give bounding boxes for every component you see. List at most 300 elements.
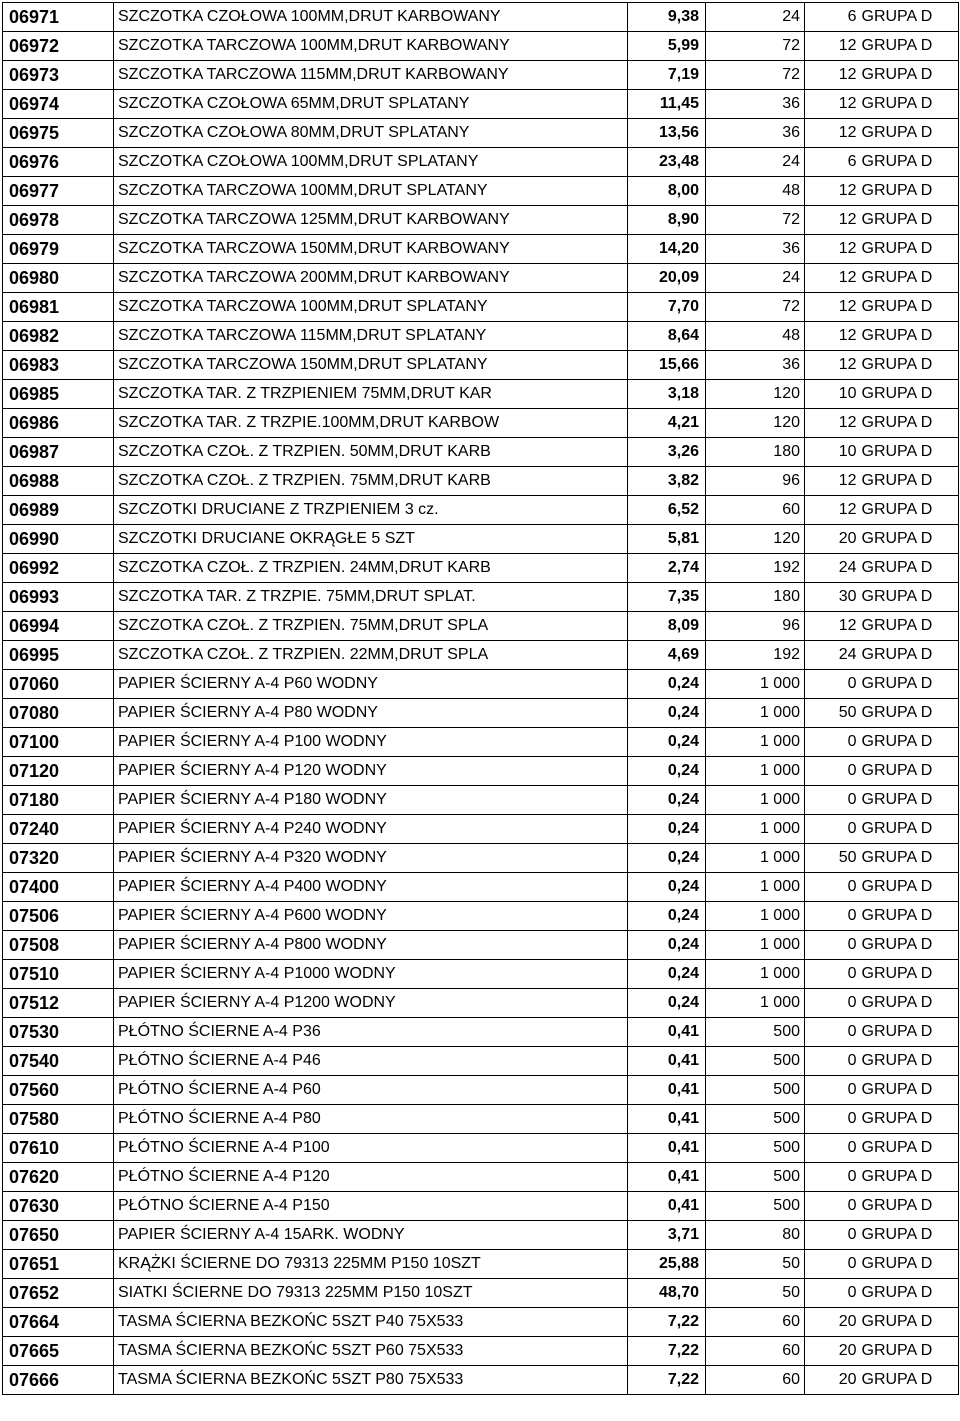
product-quantity: 72	[706, 32, 805, 61]
product-code: 06992	[3, 554, 114, 583]
product-code: 07666	[3, 1366, 114, 1395]
product-code: 06973	[3, 61, 114, 90]
product-group: GRUPA D	[859, 90, 959, 119]
product-description: SIATKI ŚCIERNE DO 79313 225MM P150 10SZT	[114, 1279, 628, 1308]
product-group: GRUPA D	[859, 699, 959, 728]
product-price: 8,00	[628, 177, 706, 206]
product-code: 06993	[3, 583, 114, 612]
product-quantity: 1 000	[706, 699, 805, 728]
product-group: GRUPA D	[859, 554, 959, 583]
product-price: 2,74	[628, 554, 706, 583]
product-price: 0,24	[628, 815, 706, 844]
product-price: 4,69	[628, 641, 706, 670]
product-code: 07610	[3, 1134, 114, 1163]
product-description: PAPIER ŚCIERNY A-4 P80 WODNY	[114, 699, 628, 728]
product-price: 0,24	[628, 728, 706, 757]
product-price: 3,71	[628, 1221, 706, 1250]
package-count: 50	[805, 844, 859, 873]
product-description: TASMA ŚCIERNA BEZKOŃC 5SZT P60 75X533	[114, 1337, 628, 1366]
table-row	[3, 148, 959, 177]
product-group: GRUPA D	[859, 264, 959, 293]
product-group: GRUPA D	[859, 32, 959, 61]
product-group: GRUPA D	[859, 1076, 959, 1105]
table-row	[3, 873, 959, 902]
product-code: 07665	[3, 1337, 114, 1366]
table-row	[3, 90, 959, 119]
product-description: PŁÓTNO ŚCIERNE A-4 P60	[114, 1076, 628, 1105]
product-code: 06982	[3, 322, 114, 351]
product-group: GRUPA D	[859, 1134, 959, 1163]
table-row	[3, 1250, 959, 1279]
product-group: GRUPA D	[859, 786, 959, 815]
table-row	[3, 1308, 959, 1337]
table-row	[3, 641, 959, 670]
product-group: GRUPA D	[859, 235, 959, 264]
product-quantity: 60	[706, 496, 805, 525]
product-code: 06988	[3, 467, 114, 496]
product-description: PAPIER ŚCIERNY A-4 P800 WODNY	[114, 931, 628, 960]
product-group: GRUPA D	[859, 989, 959, 1018]
product-quantity: 72	[706, 293, 805, 322]
product-quantity: 500	[706, 1105, 805, 1134]
product-description: TASMA ŚCIERNA BEZKOŃC 5SZT P80 75X533	[114, 1366, 628, 1395]
product-description: SZCZOTKA TAR. Z TRZPIE. 75MM,DRUT SPLAT.	[114, 583, 628, 612]
package-count: 0	[805, 1192, 859, 1221]
table-row	[3, 496, 959, 525]
product-quantity: 24	[706, 264, 805, 293]
product-price: 0,24	[628, 902, 706, 931]
product-price: 7,22	[628, 1337, 706, 1366]
product-code: 06983	[3, 351, 114, 380]
table-row	[3, 728, 959, 757]
product-description: PŁÓTNO ŚCIERNE A-4 P36	[114, 1018, 628, 1047]
product-group: GRUPA D	[859, 583, 959, 612]
product-group: GRUPA D	[859, 1018, 959, 1047]
product-description: SZCZOTKA TARCZOWA 115MM,DRUT KARBOWANY	[114, 61, 628, 90]
product-quantity: 1 000	[706, 728, 805, 757]
package-count: 0	[805, 1076, 859, 1105]
product-quantity: 36	[706, 235, 805, 264]
product-quantity: 80	[706, 1221, 805, 1250]
product-group: GRUPA D	[859, 1279, 959, 1308]
product-group: GRUPA D	[859, 322, 959, 351]
product-price: 48,70	[628, 1279, 706, 1308]
package-count: 12	[805, 90, 859, 119]
product-price: 0,24	[628, 989, 706, 1018]
product-quantity: 48	[706, 177, 805, 206]
package-count: 0	[805, 1018, 859, 1047]
product-price: 3,26	[628, 438, 706, 467]
product-description: PŁÓTNO ŚCIERNE A-4 P120	[114, 1163, 628, 1192]
table-row	[3, 1221, 959, 1250]
product-quantity: 1 000	[706, 960, 805, 989]
product-price: 15,66	[628, 351, 706, 380]
product-description: PŁÓTNO ŚCIERNE A-4 P80	[114, 1105, 628, 1134]
table-row	[3, 960, 959, 989]
product-group: GRUPA D	[859, 496, 959, 525]
product-code: 07120	[3, 757, 114, 786]
package-count: 0	[805, 757, 859, 786]
product-quantity: 60	[706, 1366, 805, 1395]
product-description: SZCZOTKA TAR. Z TRZPIE.100MM,DRUT KARBOW	[114, 409, 628, 438]
table-row	[3, 61, 959, 90]
product-quantity: 120	[706, 525, 805, 554]
product-quantity: 500	[706, 1018, 805, 1047]
table-row	[3, 177, 959, 206]
product-description: SZCZOTKA TARCZOWA 115MM,DRUT SPLATANY	[114, 322, 628, 351]
product-code: 06985	[3, 380, 114, 409]
table-row	[3, 32, 959, 61]
product-description: SZCZOTKA TARCZOWA 150MM,DRUT KARBOWANY	[114, 235, 628, 264]
product-description: PŁÓTNO ŚCIERNE A-4 P150	[114, 1192, 628, 1221]
product-price: 23,48	[628, 148, 706, 177]
table-row	[3, 902, 959, 931]
product-quantity: 72	[706, 206, 805, 235]
product-code: 07664	[3, 1308, 114, 1337]
product-code: 06978	[3, 206, 114, 235]
package-count: 12	[805, 293, 859, 322]
table-row	[3, 1366, 959, 1395]
product-price: 0,24	[628, 931, 706, 960]
product-price: 13,56	[628, 119, 706, 148]
package-count: 0	[805, 931, 859, 960]
product-price: 25,88	[628, 1250, 706, 1279]
product-group: GRUPA D	[859, 931, 959, 960]
table-row	[3, 1279, 959, 1308]
product-price: 0,24	[628, 873, 706, 902]
product-group: GRUPA D	[859, 612, 959, 641]
product-description: SZCZOTKA TAR. Z TRZPIENIEM 75MM,DRUT KAR	[114, 380, 628, 409]
product-code: 07530	[3, 1018, 114, 1047]
price-list-table	[2, 2, 959, 1395]
product-code: 07650	[3, 1221, 114, 1250]
product-code: 07060	[3, 670, 114, 699]
product-price: 0,41	[628, 1076, 706, 1105]
product-group: GRUPA D	[859, 525, 959, 554]
product-code: 06986	[3, 409, 114, 438]
product-price: 7,19	[628, 61, 706, 90]
package-count: 30	[805, 583, 859, 612]
product-group: GRUPA D	[859, 177, 959, 206]
product-code: 06977	[3, 177, 114, 206]
table-row	[3, 554, 959, 583]
product-quantity: 50	[706, 1250, 805, 1279]
table-row	[3, 525, 959, 554]
product-code: 06994	[3, 612, 114, 641]
package-count: 0	[805, 1047, 859, 1076]
product-description: SZCZOTKA CZOŁ. Z TRZPIEN. 75MM,DRUT KARB	[114, 467, 628, 496]
table-row	[3, 1047, 959, 1076]
package-count: 12	[805, 61, 859, 90]
product-code: 06976	[3, 148, 114, 177]
product-price: 0,41	[628, 1163, 706, 1192]
package-count: 20	[805, 1366, 859, 1395]
product-code: 06995	[3, 641, 114, 670]
table-row	[3, 322, 959, 351]
product-description: SZCZOTKI DRUCIANE OKRĄGŁE 5 SZT	[114, 525, 628, 554]
product-description: PAPIER ŚCIERNY A-4 P1000 WODNY	[114, 960, 628, 989]
product-quantity: 500	[706, 1163, 805, 1192]
product-description: PAPIER ŚCIERNY A-4 P180 WODNY	[114, 786, 628, 815]
product-quantity: 500	[706, 1076, 805, 1105]
product-quantity: 1 000	[706, 931, 805, 960]
package-count: 6	[805, 3, 859, 32]
table-row	[3, 612, 959, 641]
package-count: 12	[805, 235, 859, 264]
table-row	[3, 1018, 959, 1047]
product-description: TASMA ŚCIERNA BEZKOŃC 5SZT P40 75X533	[114, 1308, 628, 1337]
product-price: 8,09	[628, 612, 706, 641]
product-quantity: 48	[706, 322, 805, 351]
product-price: 3,82	[628, 467, 706, 496]
product-description: SZCZOTKA CZOŁOWA 65MM,DRUT SPLATANY	[114, 90, 628, 119]
package-count: 20	[805, 1337, 859, 1366]
table-row	[3, 235, 959, 264]
package-count: 50	[805, 699, 859, 728]
package-count: 0	[805, 815, 859, 844]
product-quantity: 1 000	[706, 757, 805, 786]
product-code: 07540	[3, 1047, 114, 1076]
product-group: GRUPA D	[859, 293, 959, 322]
product-price: 8,90	[628, 206, 706, 235]
product-price: 7,22	[628, 1366, 706, 1395]
package-count: 0	[805, 1279, 859, 1308]
package-count: 10	[805, 438, 859, 467]
product-quantity: 36	[706, 90, 805, 119]
product-group: GRUPA D	[859, 1105, 959, 1134]
price-list-body	[3, 3, 959, 1395]
product-quantity: 72	[706, 61, 805, 90]
product-code: 06980	[3, 264, 114, 293]
package-count: 24	[805, 641, 859, 670]
product-price: 4,21	[628, 409, 706, 438]
product-group: GRUPA D	[859, 1192, 959, 1221]
product-description: SZCZOTKA CZOŁ. Z TRZPIEN. 24MM,DRUT KARB	[114, 554, 628, 583]
product-description: SZCZOTKA TARCZOWA 150MM,DRUT SPLATANY	[114, 351, 628, 380]
table-row	[3, 206, 959, 235]
product-group: GRUPA D	[859, 409, 959, 438]
product-description: PAPIER ŚCIERNY A-4 P320 WODNY	[114, 844, 628, 873]
table-row	[3, 1192, 959, 1221]
package-count: 12	[805, 264, 859, 293]
product-description: PAPIER ŚCIERNY A-4 P400 WODNY	[114, 873, 628, 902]
product-quantity: 180	[706, 583, 805, 612]
package-count: 12	[805, 322, 859, 351]
product-description: PAPIER ŚCIERNY A-4 P100 WODNY	[114, 728, 628, 757]
product-group: GRUPA D	[859, 61, 959, 90]
product-quantity: 36	[706, 351, 805, 380]
product-code: 06981	[3, 293, 114, 322]
package-count: 12	[805, 206, 859, 235]
product-description: PŁÓTNO ŚCIERNE A-4 P46	[114, 1047, 628, 1076]
product-price: 0,41	[628, 1105, 706, 1134]
table-row	[3, 467, 959, 496]
product-description: SZCZOTKA TARCZOWA 100MM,DRUT KARBOWANY	[114, 32, 628, 61]
package-count: 6	[805, 148, 859, 177]
product-description: SZCZOTKA CZOŁOWA 80MM,DRUT SPLATANY	[114, 119, 628, 148]
product-quantity: 60	[706, 1308, 805, 1337]
package-count: 0	[805, 786, 859, 815]
product-quantity: 1 000	[706, 670, 805, 699]
product-quantity: 50	[706, 1279, 805, 1308]
package-count: 0	[805, 960, 859, 989]
product-quantity: 192	[706, 554, 805, 583]
product-code: 07100	[3, 728, 114, 757]
product-quantity: 120	[706, 409, 805, 438]
product-code: 07652	[3, 1279, 114, 1308]
product-quantity: 1 000	[706, 844, 805, 873]
package-count: 12	[805, 351, 859, 380]
product-description: PAPIER ŚCIERNY A-4 P60 WODNY	[114, 670, 628, 699]
product-quantity: 500	[706, 1192, 805, 1221]
product-price: 5,99	[628, 32, 706, 61]
product-code: 06979	[3, 235, 114, 264]
table-row	[3, 844, 959, 873]
product-group: GRUPA D	[859, 873, 959, 902]
product-quantity: 24	[706, 3, 805, 32]
product-code: 07512	[3, 989, 114, 1018]
product-description: SZCZOTKA CZOŁ. Z TRZPIEN. 22MM,DRUT SPLA	[114, 641, 628, 670]
table-row	[3, 351, 959, 380]
product-description: PAPIER ŚCIERNY A-4 P1200 WODNY	[114, 989, 628, 1018]
package-count: 12	[805, 119, 859, 148]
table-row	[3, 699, 959, 728]
product-code: 06987	[3, 438, 114, 467]
product-description: SZCZOTKA CZOŁOWA 100MM,DRUT KARBOWANY	[114, 3, 628, 32]
table-row	[3, 931, 959, 960]
product-code: 07630	[3, 1192, 114, 1221]
product-description: SZCZOTKA CZOŁ. Z TRZPIEN. 75MM,DRUT SPLA	[114, 612, 628, 641]
table-row	[3, 293, 959, 322]
product-quantity: 192	[706, 641, 805, 670]
product-group: GRUPA D	[859, 844, 959, 873]
product-price: 0,41	[628, 1134, 706, 1163]
product-quantity: 1 000	[706, 815, 805, 844]
product-group: GRUPA D	[859, 1221, 959, 1250]
product-quantity: 36	[706, 119, 805, 148]
table-row	[3, 1105, 959, 1134]
product-group: GRUPA D	[859, 467, 959, 496]
product-code: 07580	[3, 1105, 114, 1134]
table-row	[3, 583, 959, 612]
product-group: GRUPA D	[859, 960, 959, 989]
product-group: GRUPA D	[859, 1308, 959, 1337]
product-quantity: 96	[706, 612, 805, 641]
package-count: 12	[805, 496, 859, 525]
package-count: 0	[805, 1221, 859, 1250]
product-quantity: 1 000	[706, 902, 805, 931]
package-count: 20	[805, 1308, 859, 1337]
table-row	[3, 786, 959, 815]
table-row	[3, 3, 959, 32]
product-group: GRUPA D	[859, 670, 959, 699]
product-group: GRUPA D	[859, 728, 959, 757]
product-group: GRUPA D	[859, 902, 959, 931]
product-description: KRĄŻKI ŚCIERNE DO 79313 225MM P150 10SZT	[114, 1250, 628, 1279]
product-group: GRUPA D	[859, 380, 959, 409]
product-group: GRUPA D	[859, 1163, 959, 1192]
product-description: PAPIER ŚCIERNY A-4 P240 WODNY	[114, 815, 628, 844]
package-count: 0	[805, 670, 859, 699]
product-price: 0,41	[628, 1018, 706, 1047]
package-count: 0	[805, 873, 859, 902]
product-quantity: 500	[706, 1047, 805, 1076]
table-row	[3, 409, 959, 438]
product-price: 20,09	[628, 264, 706, 293]
product-quantity: 60	[706, 1337, 805, 1366]
product-code: 07320	[3, 844, 114, 873]
table-row	[3, 1076, 959, 1105]
product-code: 06990	[3, 525, 114, 554]
product-code: 06975	[3, 119, 114, 148]
package-count: 12	[805, 409, 859, 438]
product-group: GRUPA D	[859, 1337, 959, 1366]
table-row	[3, 1337, 959, 1366]
product-group: GRUPA D	[859, 438, 959, 467]
product-code: 06971	[3, 3, 114, 32]
product-price: 0,41	[628, 1047, 706, 1076]
product-quantity: 24	[706, 148, 805, 177]
table-row	[3, 757, 959, 786]
product-group: GRUPA D	[859, 1047, 959, 1076]
product-quantity: 1 000	[706, 989, 805, 1018]
package-count: 12	[805, 467, 859, 496]
package-count: 12	[805, 32, 859, 61]
product-price: 6,52	[628, 496, 706, 525]
product-code: 07080	[3, 699, 114, 728]
product-code: 06972	[3, 32, 114, 61]
table-row	[3, 1134, 959, 1163]
product-price: 3,18	[628, 380, 706, 409]
product-price: 5,81	[628, 525, 706, 554]
product-quantity: 180	[706, 438, 805, 467]
product-code: 07560	[3, 1076, 114, 1105]
product-group: GRUPA D	[859, 757, 959, 786]
table-row	[3, 815, 959, 844]
product-group: GRUPA D	[859, 119, 959, 148]
product-quantity: 120	[706, 380, 805, 409]
package-count: 20	[805, 525, 859, 554]
product-group: GRUPA D	[859, 148, 959, 177]
table-row	[3, 670, 959, 699]
product-description: SZCZOTKA CZOŁ. Z TRZPIEN. 50MM,DRUT KARB	[114, 438, 628, 467]
package-count: 0	[805, 1163, 859, 1192]
package-count: 12	[805, 612, 859, 641]
product-code: 07180	[3, 786, 114, 815]
product-price: 14,20	[628, 235, 706, 264]
product-description: SZCZOTKA TARCZOWA 100MM,DRUT SPLATANY	[114, 293, 628, 322]
product-description: SZCZOTKA TARCZOWA 100MM,DRUT SPLATANY	[114, 177, 628, 206]
product-price: 0,24	[628, 844, 706, 873]
product-code: 07400	[3, 873, 114, 902]
product-group: GRUPA D	[859, 815, 959, 844]
package-count: 10	[805, 380, 859, 409]
product-price: 7,35	[628, 583, 706, 612]
product-quantity: 500	[706, 1134, 805, 1163]
table-row	[3, 1163, 959, 1192]
product-price: 0,24	[628, 699, 706, 728]
product-price: 0,24	[628, 960, 706, 989]
product-code: 07651	[3, 1250, 114, 1279]
product-group: GRUPA D	[859, 1366, 959, 1395]
product-description: PAPIER ŚCIERNY A-4 15ARK. WODNY	[114, 1221, 628, 1250]
product-group: GRUPA D	[859, 641, 959, 670]
package-count: 0	[805, 1134, 859, 1163]
package-count: 12	[805, 177, 859, 206]
product-price: 7,70	[628, 293, 706, 322]
product-price: 0,24	[628, 670, 706, 699]
package-count: 24	[805, 554, 859, 583]
